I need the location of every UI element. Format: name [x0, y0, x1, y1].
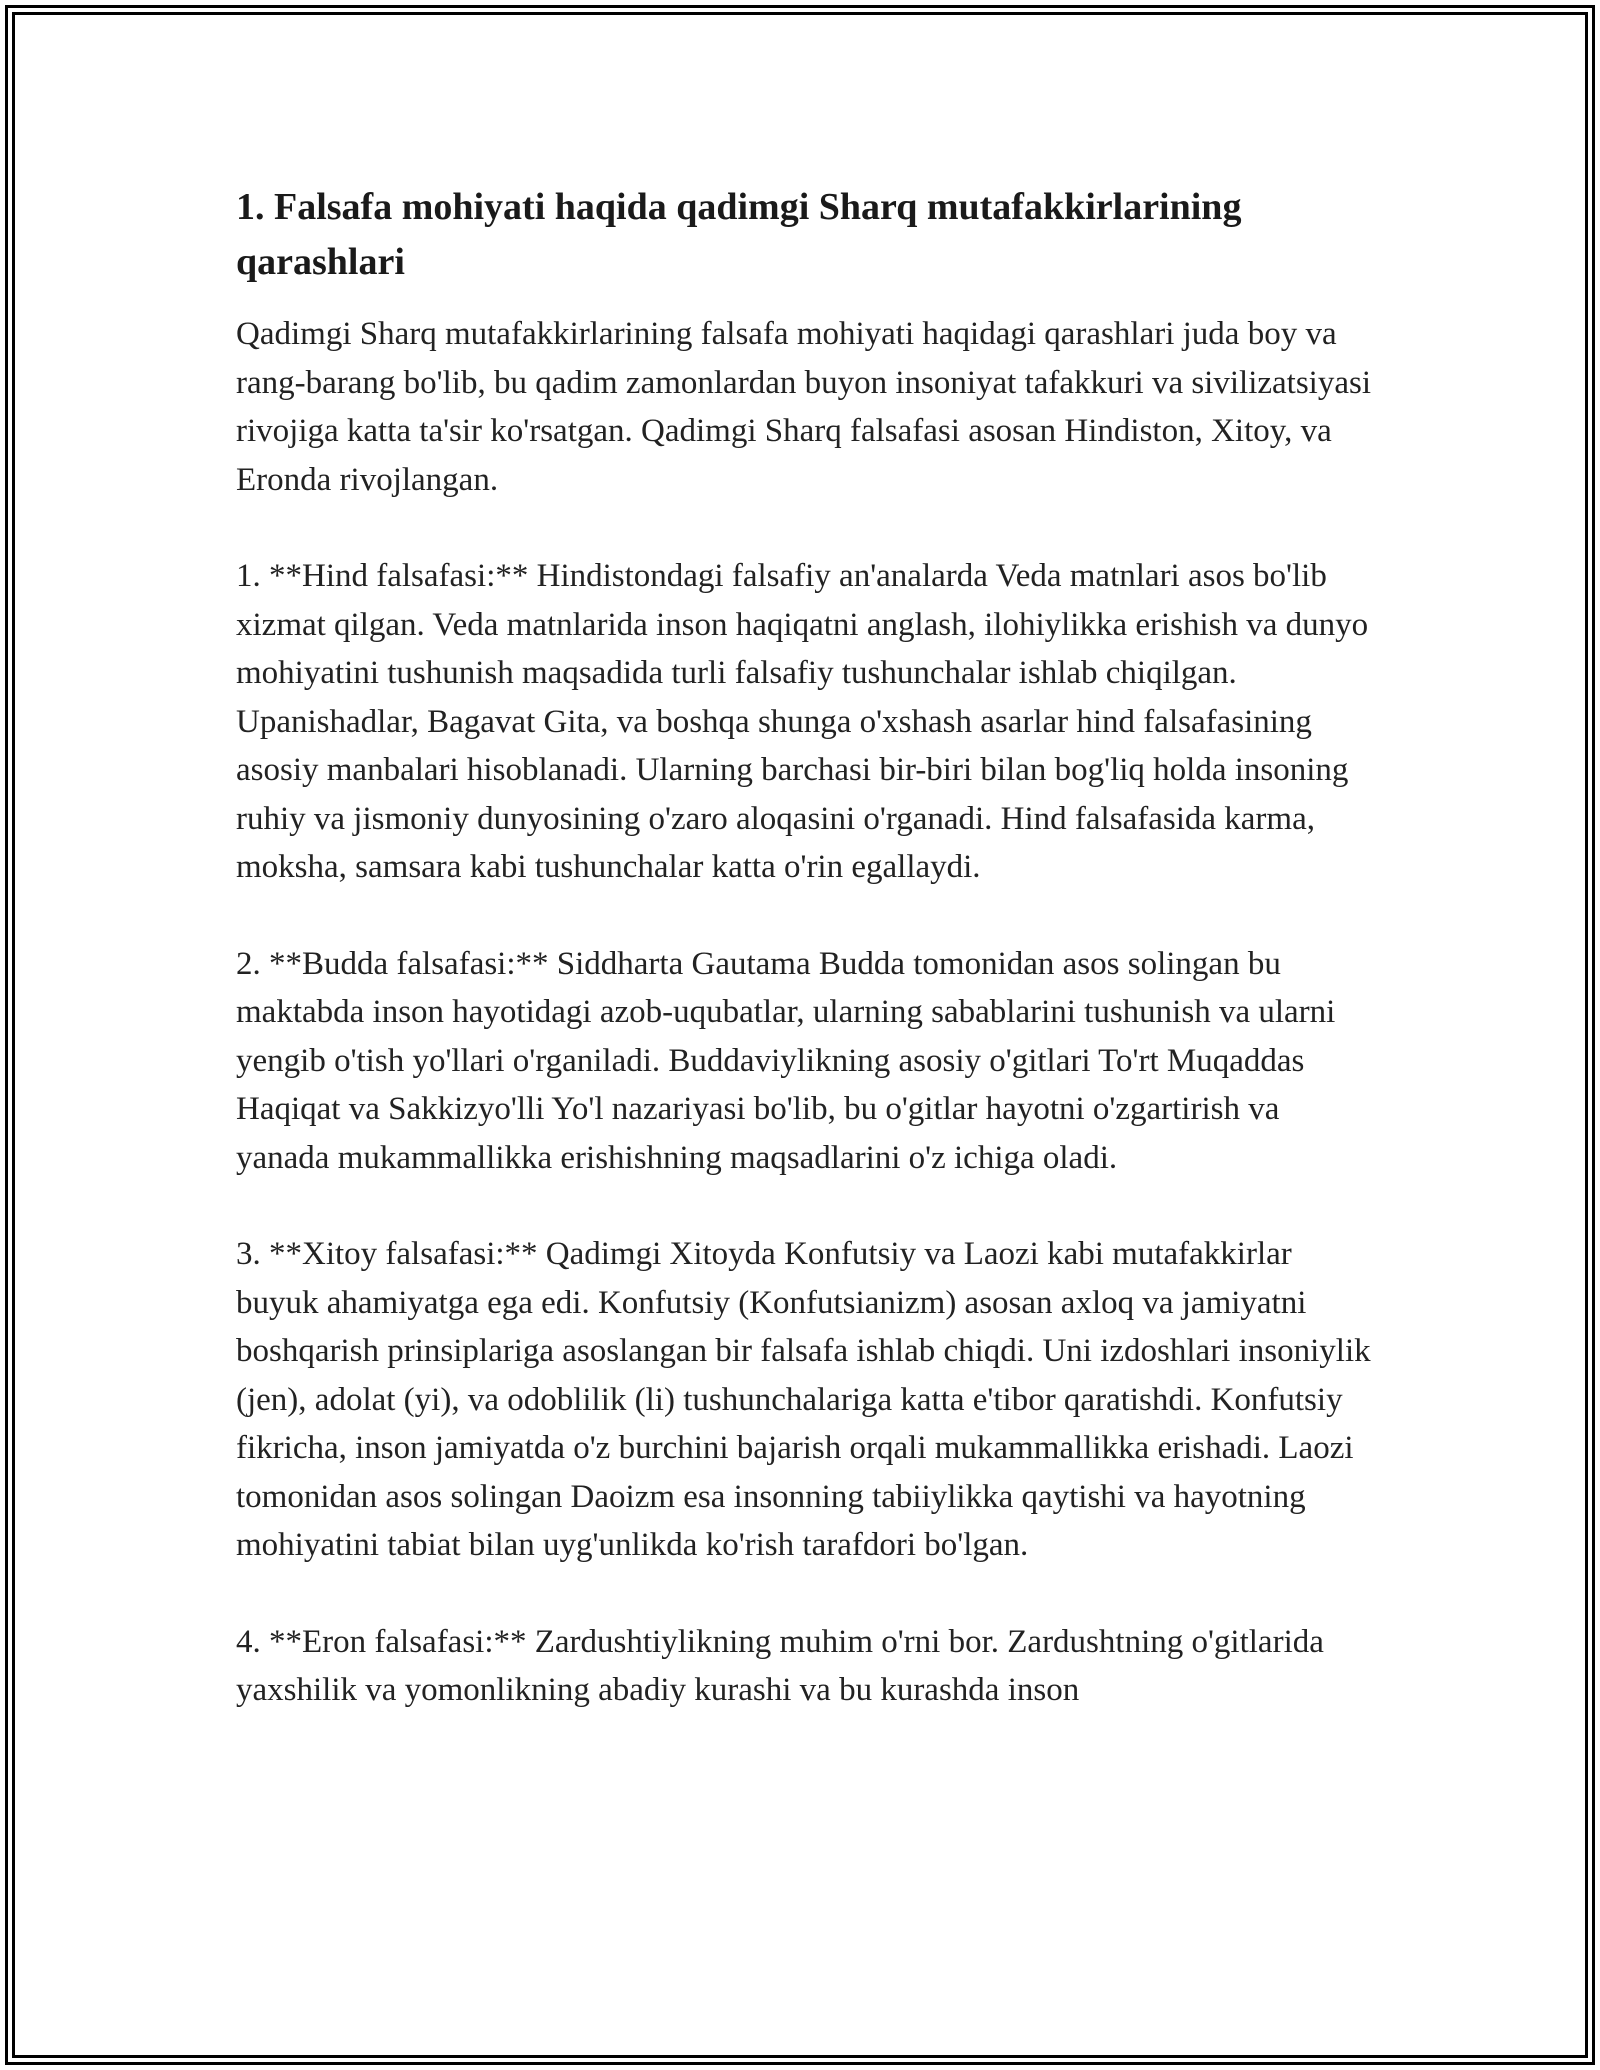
paragraph-xitoy-falsafasi: 3. **Xitoy falsafasi:** Qadimgi Xitoyda Konfutsiy va Laozi kabi mutafakkirlar buyuk ahamiyatga ega edi. Konfutsiy (Konfutsianizm) asosan axloq va jamiyatni boshqarish prinsiplariga asoslangan bir falsafa ishlab chiqdi. Uni izdoshlari insoniylik (jen), adolat (yi), va odoblilik (li) tushunchalariga katta e'tibor qaratishdi. Konfutsiy fikricha, inson jamiyatda o'z burchini bajarish orqali mukammallikka erishadi. Laozi tomonidan asos solingan Daoizm esa insonning tabiiylikka qaytishi va hayotning mohiyatini tabiat bilan uyg'unlikda ko'rish tarafdori bo'lgan.	[236, 1236, 1371, 1563]
paragraph-eron-falsafasi: 4. **Eron falsafasi:** Zardushtiylikning muhim o'rni bor. Zardushtning o'gitlarida yaxshilik va yomonlikning abadiy kurashi va bu kurashda inson	[236, 1623, 1324, 1708]
paragraph-hind-falsafasi: 1. **Hind falsafasi:** Hindistondagi falsafiy an'analarda Veda matnlari asos bo'lib xizmat qilgan. Veda matnlarida inson haqiqatni anglash, ilohiylikka erishish va dunyo mohiyatini tushunish maqsadida turli falsafiy tushunchalar ishlab chiqilgan. Upanishadlar, Bagavat Gita, va boshqa shunga o'xshash asarlar hind falsafasining asosiy manbalari hisoblanadi. Ularning barchasi bir-biri bilan bog'liq holda insoning ruhiy va jismoniy dunyosining o'zaro aloqasini o'rganadi. Hind falsafasida karma, moksha, samsara kabi tushunchalar katta o'rin egallaydi.	[236, 558, 1369, 885]
intro-paragraph: Qadimgi Sharq mutafakkirlarining falsafa mohiyati haqidagi qarashlari juda boy va rang-barang bo'lib, bu qadim zamonlardan buyon insoniyat tafakkuri va sivilizatsiyasi rivojiga katta ta'sir ko'rsatgan. Qadimgi Sharq falsafasi asosan Hindiston, Xitoy, va Eronda rivojlangan.	[236, 316, 1371, 498]
document-body	[236, 180, 1376, 1763]
section-heading: 1. Falsafa mohiyati haqida qadimgi Sharq mutafakkirlarining qarashlari	[236, 186, 1242, 283]
paragraph-budda-falsafasi: 2. **Budda falsafasi:** Siddharta Gautama Budda tomonidan asos solingan bu maktabda inson hayotidagi azob-uqubatlar, ularning sabablarini tushunish va ularni yengib o'tish yo'llari o'rganiladi. Buddaviylikning asosiy o'gitlari To'rt Muqaddas Haqiqat va Sakkizyo'lli Yo'l nazariyasi bo'lib, bu o'gitlar hayotni o'zgartirish va yanada mukammallikka erishishning maqsadlarini o'z ichiga oladi.	[236, 945, 1336, 1176]
